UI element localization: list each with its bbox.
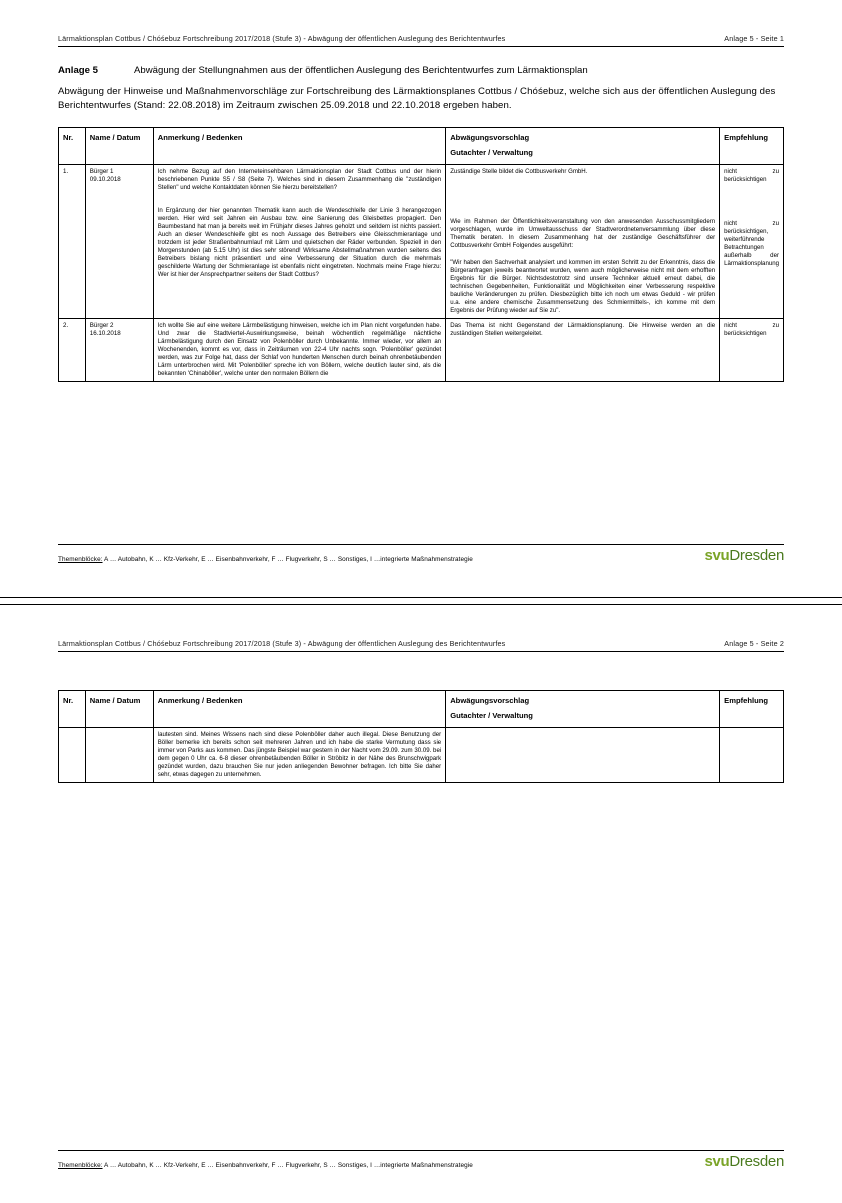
anmerkung-paragraph-1: Ich nehme Bezug auf den Interneteinsehbaren Lärmaktionsplan der Stadt Cottbus und der hierin beschriebenen Punkte S5 / S8 (Seite 7). Welches sind in diesem Zusammenhang die "zuständigen Stellen" und welche Kontaktdaten können Sie hierzu bereitstellen? <box>157 167 442 191</box>
row-number: 2. <box>59 319 86 382</box>
column-header-abwaegung <box>446 127 720 164</box>
row-number <box>59 728 86 783</box>
row-name-line1: Bürger 2 <box>89 322 114 330</box>
column-header-name: Name / Datum <box>85 127 153 164</box>
abwaegung-table-page2 <box>58 690 784 783</box>
page-header <box>58 605 784 652</box>
abwaegung-paragraph-2: Wie im Rahmen der Öffentlichkeitsveranstaltung von den anwesenden Ausschussmitgliedern vorgeschlagen, wurde im Umweltausschuss der Stadtverordnetenversammlung über diese Thematik beraten. In diesem Zusammenhang hat der zuständige Geschäftsführer der Cottbusverkehr GmbH Folgendes ausgeführt: <box>450 217 716 249</box>
column-header-abwaegung-line1: Abwägungsvorschlag <box>450 696 530 705</box>
row-empfehlung <box>720 319 784 382</box>
row-name-line2: 09.10.2018 <box>89 176 121 183</box>
column-header-anmerkung: Anmerkung / Bedenken <box>153 127 445 164</box>
abwaegung-paragraph-1: Das Thema ist nicht Gegenstand der Lärmaktionsplanung. Die Hinweise werden an die zuständigen Stellen weitergeleitet. <box>450 322 716 338</box>
column-header-nr: Nr. <box>59 691 86 728</box>
row-name <box>85 728 153 783</box>
logo-dresden: Dresden <box>729 547 784 564</box>
footer-legend <box>58 1162 473 1169</box>
paragraph-spacer <box>450 182 715 218</box>
paragraph-spacer <box>724 190 779 220</box>
empfehlung-paragraph-2: nicht zu berücksichtigen, weiterführende Betrachtungen außerhalb der Lärmaktionsplanung <box>724 219 780 268</box>
column-header-nr: Nr. <box>59 127 86 164</box>
row-name <box>85 164 153 318</box>
footer-legend-prefix: Themenblöcke: <box>58 1162 103 1169</box>
row-abwaegung <box>446 319 720 382</box>
table-row <box>59 164 784 318</box>
anmerkung-paragraph-1: Ich wollte Sie auf eine weitere Lärmbelästigung hinweisen, welche ich im Plan nicht vorgefunden habe. Und zwar die Stadtviertel-Auswirkungsweise, beinah wöchentlich regelmäßige nächtliche Lärmbelästigung durch den Einsatz von Polenböller durch Unbekannte. Immer wieder, vor allem an Wochenenden, kommt es vor, dass in Zeiträumen von 22-4 Uhr nachts sogn. 'Polenböller' gezündet werden, was zur Folge hat, dass der Schlaf von hunderten Menschen durch beinah ohrenbetäubenden Lärm unterbrochen wird. Mit 'Polenböller' spreche ich von Böllern, welche deutlich lauter sind, als die bekannten 'Chinaböller', welche unter den normalen Böllern die <box>157 322 442 378</box>
row-name-line2: 16.10.2018 <box>89 330 121 338</box>
footer-legend <box>58 556 473 563</box>
footer-legend-text: A … Autobahn, K … Kfz-Verkehr, E … Eisenbahnverkehr, F … Flugverkehr, S … Sonstiges, I …integrierte Maßnahmenstrategie <box>102 1162 473 1169</box>
page-footer <box>58 544 784 563</box>
row-anmerkung <box>153 728 445 783</box>
document-page-2 <box>0 605 842 1203</box>
row-number: 1. <box>59 164 86 318</box>
logo-dresden: Dresden <box>729 1153 784 1170</box>
table-header-row <box>59 127 784 164</box>
row-abwaegung <box>446 164 720 318</box>
column-header-empfehlung: Empfehlung <box>720 127 784 164</box>
header-title: Lärmaktionsplan Cottbus / Chóśebuz Fortschreibung 2017/2018 (Stufe 3) - Abwägung der öffentlichen Auslegung des Berichtentwurfes <box>58 34 506 43</box>
page-title <box>58 65 784 76</box>
column-header-anmerkung: Anmerkung / Bedenken <box>153 691 445 728</box>
empfehlung-paragraph-1: nicht zu berücksichtigen <box>724 322 779 338</box>
column-header-abwaegung <box>446 691 720 728</box>
column-header-abwaegung-line2: Gutachter / Verwaltung <box>450 711 533 720</box>
page-divider <box>0 597 842 605</box>
empfehlung-paragraph-1: nicht zu berücksichtigen <box>724 167 779 183</box>
column-header-abwaegung-line2: Gutachter / Verwaltung <box>450 147 533 157</box>
row-anmerkung <box>153 164 445 318</box>
column-header-empfehlung: Empfehlung <box>720 691 784 728</box>
intro-paragraph: Abwägung der Hinweise und Maßnahmenvorschläge zur Fortschreibung des Lärmaktionsplanes Cottbus / Chóśebuz, welche sich aus der öffentlichen Auslegung des Berichtentwurfes (Stand: 22.08.2018) im Zeitraum zwischen 25.09.2018 und 22.10.2018 ergeben haben. <box>58 86 776 111</box>
row-empfehlung <box>720 164 784 318</box>
row-empfehlung <box>720 728 784 783</box>
row-name <box>85 319 153 382</box>
title-label: Anlage 5 <box>58 65 98 76</box>
page-footer <box>58 1150 784 1169</box>
table-header-row <box>59 691 784 728</box>
anmerkung-paragraph-2: In Ergänzung der hier genannten Thematik kann auch die Wendeschleife der Linie 3 herangezogen werden. Hier wird seit Jahren ein Ausbau bzw. eine Sanierung des Gleisbettes propagiert. Den Baumbestand hat man ja bereits weit im Frühjahr dieses Jahres geholzt und seitdem ist nichts passiert. Auch an dieser Wendeschleife gibt es noch Aussage des Betreibers eine Gleisschmieranlage und trotzdem ist jeder Straßenbahnumlauf mit Lärm und quietschen der Räder verbunden. Speziell in den Morgenstunden (ab 5.15 Uhr) ist dies sehr störend! Wirksame Abstellmaßnahmen wurden seitens des Betreibers bislang nicht präsentiert und eine Verbesserung der Situation durch die mehrmals geschilderte Wartung der Schmieranlage ist ebenfalls nicht eingetreten. Nochmals meine Frage hierzu: Wer ist hier der Ansprechpartner seitens der Stadt Cottbus? <box>157 206 442 279</box>
logo-svu: svu <box>704 547 730 564</box>
title-text: Abwägung der Stellungnahmen aus der öffentlichen Auslegung des Berichtentwurfes zum Lärmaktionsplan <box>134 65 588 76</box>
header-title: Lärmaktionsplan Cottbus / Chóśebuz Fortschreibung 2017/2018 (Stufe 3) - Abwägung der öffentlichen Auslegung des Berichtentwurfes <box>58 639 506 648</box>
row-abwaegung <box>446 728 720 783</box>
paragraph-spacer <box>158 198 441 207</box>
header-page-label: Anlage 5 - Seite 1 <box>724 34 784 43</box>
svu-dresden-logo <box>704 548 784 563</box>
page-header <box>58 0 784 47</box>
footer-legend-prefix: Themenblöcke: <box>58 556 103 563</box>
footer-legend-text: A … Autobahn, K … Kfz-Verkehr, E … Eisenbahnverkehr, F … Flugverkehr, S … Sonstiges, I …integrierte Maßnahmenstrategie <box>102 556 473 563</box>
column-header-name: Name / Datum <box>85 691 153 728</box>
document-page-1 <box>0 0 842 597</box>
table-row <box>59 728 784 783</box>
row-name-line1: Bürger 1 <box>89 167 114 175</box>
logo-svu: svu <box>704 1153 730 1170</box>
table-row <box>59 319 784 382</box>
anmerkung-continuation: lautesten sind. Meines Wissens nach sind diese Polenböller daher auch illegal. Diese Benutzung der Böller bemerke ich bereits schon seit mehreren Jahren und ich habe die starke Vermutung dass sie immer von Parks aus kommen. Das jüngste Beispiel war gestern in der Nacht vom 29.09. zum 30.09. bei dem gegen 0 Uhr ca. 6-8 dieser ohrenbetäubenden Böller in Ströbitz in der Nähe des Brunschwigpark gezündet wurden, dazu brauchen Sie nur jeden anliegenden Bewohner befragen. Ich bitte Sie daher sehr, etwas dagegen zu unternehmen. <box>157 731 442 779</box>
row-anmerkung <box>153 319 445 382</box>
abwaegung-table-page1 <box>58 127 784 383</box>
svu-dresden-logo <box>704 1154 784 1169</box>
column-header-abwaegung-line1: Abwägungsvorschlag <box>450 132 530 142</box>
abwaegung-paragraph-1: Zuständige Stelle bildet die Cottbusverkehr GmbH. <box>450 167 588 175</box>
header-page-label: Anlage 5 - Seite 2 <box>724 639 784 648</box>
abwaegung-paragraph-3: "Wir haben den Sachverhalt analysiert und kommen im ersten Schritt zu der Erkenntnis, dass die Bürgeranfragen jeweils beantwortet wurden, wenn auch möglicherweise nicht mit dem erhofften Ergebnis für die Bürger. Nichtsdestotrotz sind unsere Techniker aktuell erneut dabei, die technischen Gegebenheiten, Funktionalität und Möglichkeiten einer Verbesserung respektive bauliche Veränderungen zu prüfen. Diesbezüglich bitte ich noch um etwas Geduld - wir prüfen u.a. eine andere chemische Zusammensetzung des Schmiermittels-, ich komme mit dem Ergebnis der Prüfung wieder auf Sie zu". <box>450 258 716 315</box>
